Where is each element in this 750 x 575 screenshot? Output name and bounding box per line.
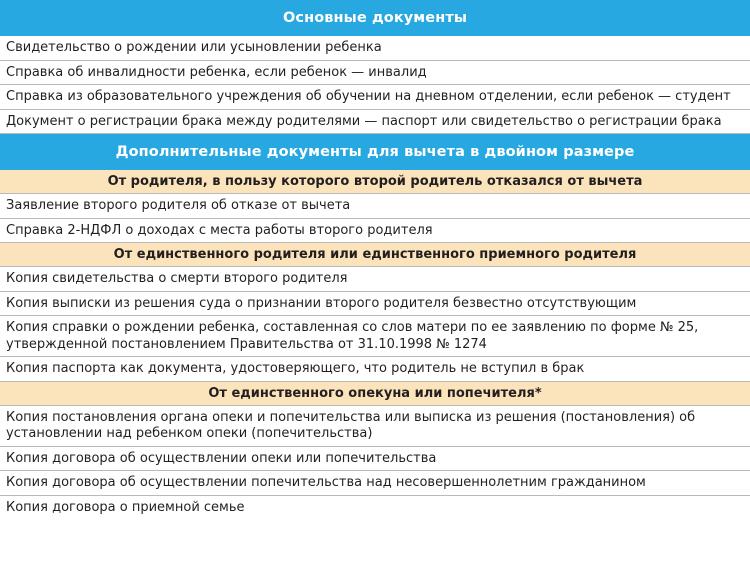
table-row: Копия договора об осуществлении попечительства над несовершеннолетним гражданином [0, 471, 750, 496]
table-row: Документ о регистрации брака между родителями — паспорт или свидетельство о регистрации брака [0, 110, 750, 135]
table-row: Заявление второго родителя об отказе от вычета [0, 194, 750, 219]
group-header-parent-refusal: От родителя, в пользу которого второй родитель отказался от вычета [0, 170, 750, 194]
section-header-main-documents: Основные документы [0, 0, 750, 36]
group-header-single-parent: От единственного родителя или единственного приемного родителя [0, 243, 750, 267]
table-row: Копия постановления органа опеки и попечительства или выписка из решения (постановления) об установлении над ребенком опеки (попечительства) [0, 406, 750, 447]
table-row: Копия договора об осуществлении опеки или попечительства [0, 447, 750, 472]
table-row: Свидетельство о рождении или усыновлении ребенка [0, 36, 750, 61]
table-row: Справка об инвалидности ребенка, если ребенок — инвалид [0, 61, 750, 86]
table-row: Справка из образовательного учреждения об обучении на дневном отделении, если ребенок — студент [0, 85, 750, 110]
table-row: Копия выписки из решения суда о признании второго родителя безвестно отсутствующим [0, 292, 750, 317]
table-row: Копия договора о приемной семье [6, 499, 245, 515]
table-row: Копия свидетельства о смерти второго родителя [0, 267, 750, 292]
table-row: Справка 2-НДФЛ о доходах с места работы второго родителя [0, 219, 750, 244]
table-row: Копия паспорта как документа, удостоверяющего, что родитель не вступил в брак [0, 357, 750, 382]
group-header-guardian: От единственного опекуна или попечителя* [0, 382, 750, 406]
section-header-additional-documents: Дополнительные документы для вычета в двойном размере [0, 134, 750, 170]
table-row: Копия справки о рождении ребенка, составленная со слов матери по ее заявлению по форме № 25, утвержденной постановлением Правительства от 31.10.1998 № 1274 [0, 316, 750, 357]
